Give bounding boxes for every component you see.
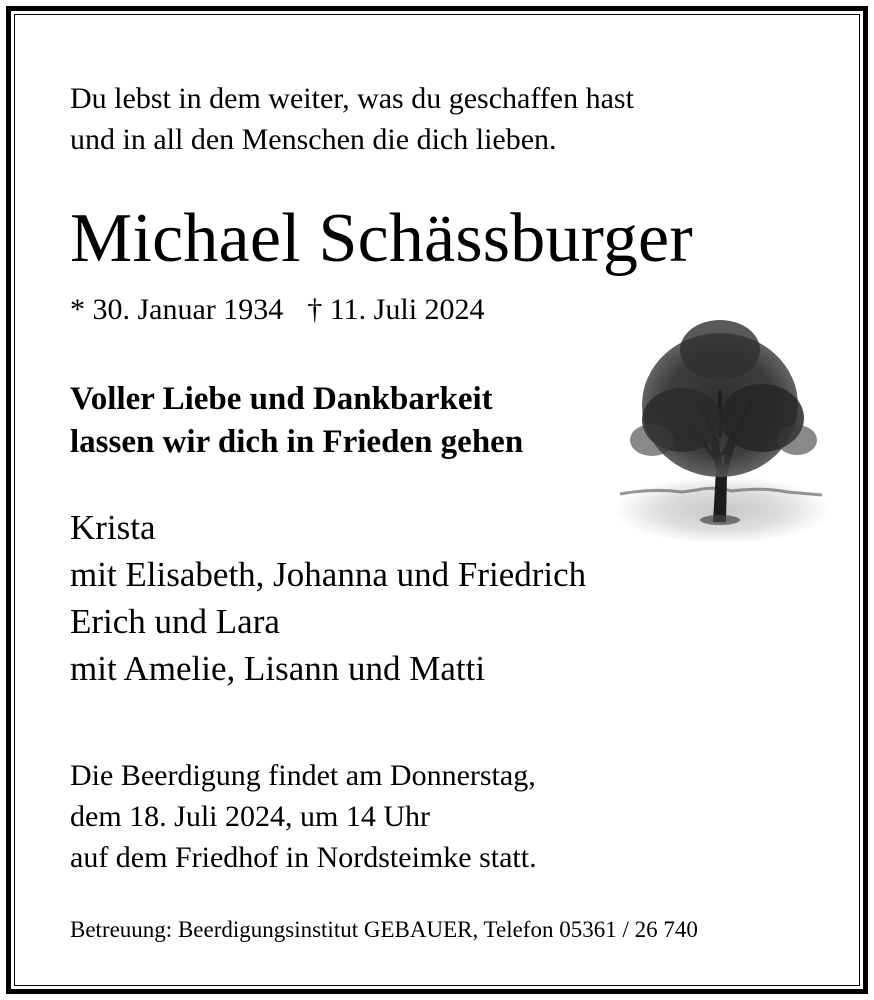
- funeral-details: [70, 755, 537, 878]
- motto-line-1: Du lebst in dem weiter, was du geschaffen hast: [70, 82, 634, 115]
- farewell-line-2: lassen wir dich in Frieden gehen: [70, 424, 524, 460]
- mourners-list: [70, 504, 586, 692]
- funeral-home-footer: Betreuung: Beerdigungsinstitut GEBAUER, Telefon 05361 / 26 740: [70, 917, 698, 942]
- life-dates: [70, 290, 485, 330]
- farewell-line-1: Voller Liebe und Dankbarkeit: [70, 381, 493, 417]
- tree-in-field-icon: [612, 310, 830, 550]
- farewell-text: [70, 378, 523, 464]
- deceased-name: Michael Schässburger: [70, 200, 693, 277]
- birth-date: * 30. Januar 1934: [70, 293, 284, 326]
- mourner-line-1: Krista: [70, 508, 156, 547]
- funeral-line-1: Die Beerdigung findet am Donnerstag,: [70, 759, 536, 792]
- funeral-line-2: dem 18. Juli 2024, um 14 Uhr: [70, 800, 430, 833]
- motto-verse: [70, 78, 634, 160]
- funeral-line-3: auf dem Friedhof in Nordsteimke statt.: [70, 841, 537, 874]
- mourner-line-3: Erich und Lara: [70, 602, 280, 641]
- motto-line-2: und in all den Menschen die dich lieben.: [70, 123, 557, 156]
- mourner-line-2: mit Elisabeth, Johanna und Friedrich: [70, 555, 587, 594]
- mourner-line-4: mit Amelie, Lisann und Matti: [70, 649, 486, 688]
- death-date: † 11. Juli 2024: [307, 293, 485, 326]
